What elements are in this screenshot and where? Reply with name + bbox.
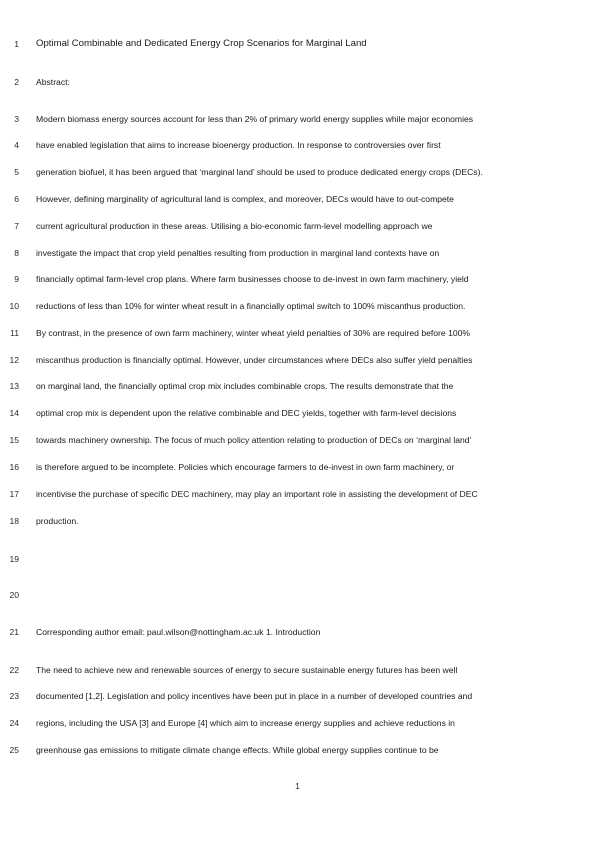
document-line	[0, 487, 595, 501]
line-text: optimal crop mix is dependent upon the relative combinable and DEC yields, together with farm-level decisions	[36, 408, 457, 418]
document-line	[0, 379, 595, 393]
line-text: is therefore argued to be incomplete. Policies which encourage farmers to de-invest in own farm machinery, or	[36, 462, 455, 472]
document-line	[0, 663, 595, 677]
document-line	[0, 552, 595, 566]
line-text: However, defining marginality of agricultural land is complex, and moreover, DECs would have to out-compete	[36, 194, 454, 204]
document-line	[0, 514, 595, 528]
line-text: have enabled legislation that aims to increase bioenergy production. In response to controversies over first	[36, 140, 441, 150]
document-line	[0, 37, 595, 51]
line-number: 10	[9, 301, 19, 311]
document-line	[0, 743, 595, 757]
line-text: towards machinery ownership. The focus of much policy attention relating to production of DECs on ‘marginal land’	[36, 435, 472, 445]
line-text: Modern biomass energy sources account for less than 2% of primary world energy supplies while major economies	[36, 114, 474, 124]
document-line	[0, 138, 595, 152]
line-text: reductions of less than 10% for winter wheat result in a financially optimal switch to 100% miscanthus production.	[36, 301, 466, 311]
line-number: 8	[14, 248, 19, 258]
line-number: 14	[9, 408, 19, 418]
line-text: on marginal land, the financially optimal crop mix includes combinable crops. The results demonstrate that the	[36, 381, 454, 391]
line-number: 15	[9, 435, 19, 445]
line-number: 20	[9, 590, 19, 600]
line-number: 6	[14, 194, 19, 204]
document-line	[0, 406, 595, 420]
line-text: greenhouse gas emissions to mitigate climate change effects. While global energy supplies continue to be	[36, 745, 439, 755]
document-line	[0, 165, 595, 179]
line-text: The need to achieve new and renewable sources of energy to secure sustainable energy futures has been well	[36, 665, 458, 675]
line-number: 24	[9, 718, 19, 728]
document-line	[0, 246, 595, 260]
document-line	[0, 588, 595, 602]
line-text: current agricultural production in these areas. Utilising a bio-economic farm-level modelling approach we	[36, 221, 433, 231]
line-number: 3	[14, 114, 19, 124]
line-number: 2	[14, 77, 19, 87]
document-line	[0, 689, 595, 703]
document-line	[0, 353, 595, 367]
line-number: 7	[14, 221, 19, 231]
line-number: 19	[9, 554, 19, 564]
line-number: 23	[9, 691, 19, 701]
line-number: 12	[9, 355, 19, 365]
line-text: financially optimal farm-level crop plans. Where farm businesses choose to de-invest in own farm machinery, yield	[36, 274, 469, 284]
line-text: regions, including the USA [3] and Europe [4] which aim to increase energy supplies and achieve reductions in	[36, 718, 455, 728]
line-number: 25	[9, 745, 19, 755]
page-number: 1	[295, 781, 300, 791]
document-line	[0, 625, 595, 639]
document-line	[0, 272, 595, 286]
document-line	[0, 75, 595, 89]
document-line	[0, 716, 595, 730]
paper-title: Optimal Combinable and Dedicated Energy Crop Scenarios for Marginal Land	[36, 38, 367, 49]
document-line	[0, 112, 595, 126]
line-number: 16	[9, 462, 19, 472]
line-text: incentivise the purchase of specific DEC machinery, may play an important role in assisting the development of DEC	[36, 489, 478, 499]
document-line	[0, 219, 595, 233]
line-number: 9	[14, 274, 19, 284]
document-line	[0, 299, 595, 313]
line-number: 1	[14, 39, 19, 49]
line-text: production.	[36, 516, 79, 526]
line-number: 5	[14, 167, 19, 177]
line-number: 13	[9, 381, 19, 391]
line-text: documented [1,2]. Legislation and policy incentives have been put in place in a number of developed countries and	[36, 691, 473, 701]
line-number: 4	[14, 140, 19, 150]
line-number: 18	[9, 516, 19, 526]
document-line	[0, 326, 595, 340]
line-number: 11	[10, 328, 19, 338]
line-number: 22	[9, 665, 19, 675]
line-text: Corresponding author email: paul.wilson@nottingham.ac.uk 1. Introduction	[36, 627, 321, 637]
line-number: 21	[9, 627, 19, 637]
document-line	[0, 433, 595, 447]
document-line	[0, 460, 595, 474]
line-text: miscanthus production is financially optimal. However, under circumstances where DECs also suffer yield penalties	[36, 355, 473, 365]
document-line	[0, 192, 595, 206]
line-text: generation biofuel, it has been argued that ‘marginal land’ should be used to produce dedicated energy crops (DECs).	[36, 167, 483, 177]
line-text: investigate the impact that crop yield penalties resulting from production in marginal land contexts have on	[36, 248, 440, 258]
abstract-heading: Abstract:	[36, 77, 70, 87]
line-number: 17	[9, 489, 19, 499]
line-text: By contrast, in the presence of own farm machinery, winter wheat yield penalties of 30% are required before 100%	[36, 328, 471, 338]
